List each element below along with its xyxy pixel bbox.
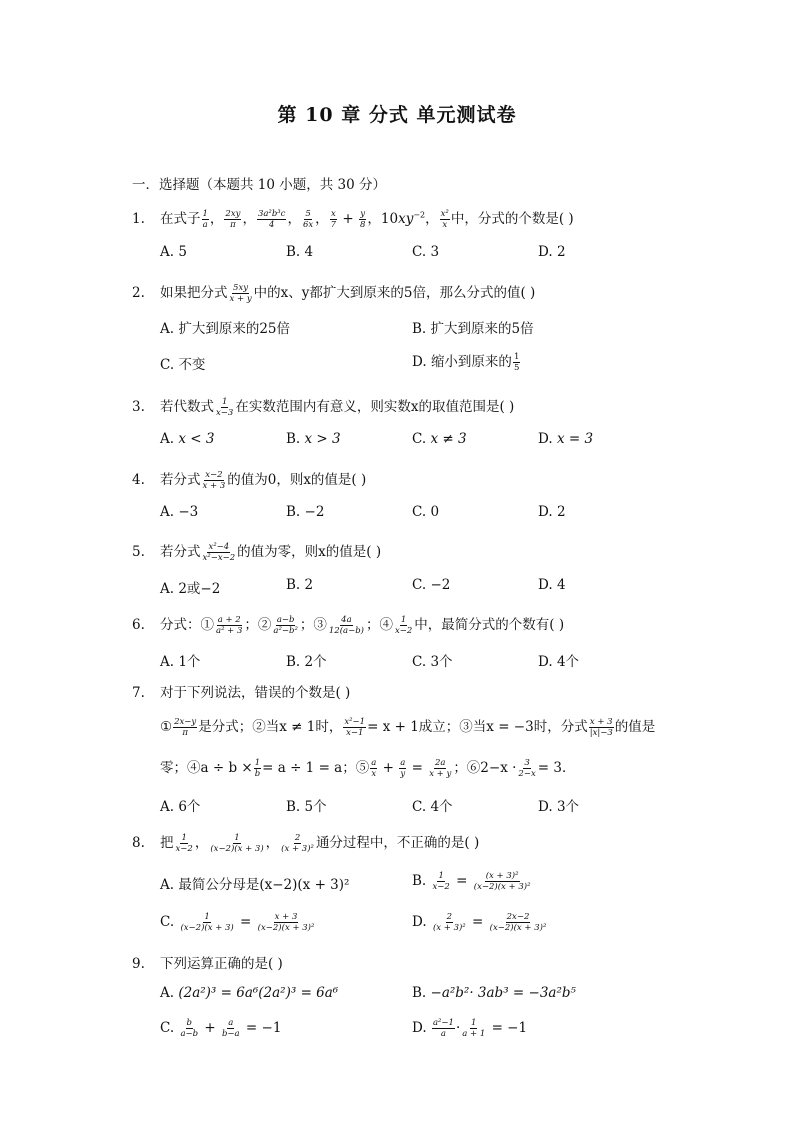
question-7: 7. 对于下列说法，错误的个数是( ) <box>132 685 351 701</box>
section-heading: 一．选择题（本题共 10 小题，共 30 分） <box>132 177 387 193</box>
question-5: 5. 若分式 $\frac{\text{x²−4}}{\text{x²−x−2}}$ 的值为零，则x的值是( ) <box>132 542 382 563</box>
q7-line-1: ① $\frac{2x-y}{\pi}$ 是分式；②当x ≠ 1时， $\frac{\text{x²−1}}{x-1}$ = x + 1成立；③当x = −3时，分式 $\frac{x + 3}{|x|-3}$ 的值是 <box>160 717 656 738</box>
q5-option-c[interactable]: C. −2 <box>412 577 451 593</box>
q6-option-d[interactable]: D. 4个 <box>538 654 580 670</box>
q7-option-b[interactable]: B. 5个 <box>286 799 327 815</box>
question-6: 6. 分式：① $\frac{a + 2}{\text{a² + 3}}$ ；② $\frac{a-b}{\text{a²−b²}}$ ；③ $\frac{4a}{12(a-b)}$ ；④ $\frac{1}{x-2}$ 中，最简分式的个数有( ) <box>132 615 565 636</box>
q7-option-c[interactable]: C. 4个 <box>412 799 453 815</box>
q2-option-d[interactable]: D. 缩小到原来的 $\frac{1}{5}$ <box>412 352 520 373</box>
q8-option-d[interactable]: D. $\frac{2}{\text{(x + 3)²}}$ = $\frac{2x-2}{\text{(x−2)(x + 3)²}}$ <box>412 912 547 933</box>
q8-option-c[interactable]: C. $\frac{1}{(x-2)(x + 3)}$ = $\frac{x + 3}{\text{(x−2)(x + 3)²}}$ <box>160 912 315 933</box>
q7-line-2: 零；④a ÷ b × $\frac{1}{b}$ = a ÷ 1 = a；⑤ $\frac{a}{x}$ + $\frac{a}{y}$ = $\frac{2a}{x + y}$ ；⑥2−x · $\frac{3}{2-x}$ = 3． <box>160 758 576 779</box>
page-title: 第 10 章 分式 单元测试卷 <box>277 104 517 126</box>
q4-option-a[interactable]: A. −3 <box>160 504 199 520</box>
question-1: 1. 在式子 $\frac{1}{a}$ ， $\frac{2xy}{\pi}$ ， $\frac{\text{3a²b³c}}{4}$ ， $\frac{5}{6x}$ ， $\frac{x}{7}$ + $\frac{y}{8}$ ，$10xy^{-2}$， $\frac{\text{x²}}{x}$ 中，分式的个数是( ) <box>132 209 574 230</box>
q3-option-a[interactable]: A. x < 3 <box>160 431 215 447</box>
q8-option-a[interactable]: A. 最简公分母是(x−2)(x + 3)² <box>160 877 350 893</box>
q6-option-a[interactable]: A. 1个 <box>160 654 201 670</box>
q1-option-c[interactable]: C. 3 <box>412 244 440 260</box>
q9-option-d[interactable]: D. $\frac{\text{a²−1}}{a}$ · $\frac{1}{a + 1}$ = −1 <box>412 1018 528 1039</box>
q8-option-b[interactable]: B. $\frac{1}{x-2}$ = $\frac{\text{(x + 3)²}}{\text{(x−2)(x + 3)²}}$ <box>412 871 531 892</box>
q5-option-a[interactable]: A. 2或−2 <box>160 581 221 597</box>
q4-option-c[interactable]: C. 0 <box>412 504 440 520</box>
question-3: 3. 若代数式 $\frac{1}{x-3}$ 在实数范围内有意义，则实数x的取值范围是( ) <box>132 397 515 418</box>
q4-option-d[interactable]: D. 2 <box>538 504 566 520</box>
q1-option-b[interactable]: B. 4 <box>286 244 314 260</box>
q9-option-a[interactable]: A. (2a²)³ = 6a⁶(2a²)³ = 6a⁶ <box>160 985 339 1001</box>
q7-option-d[interactable]: D. 3个 <box>538 799 580 815</box>
q3-option-b[interactable]: B. x > 3 <box>286 431 341 447</box>
question-4: 4. 若分式 $\frac{x-2}{x + 3}$ 的值为0，则x的值是( ) <box>132 470 367 491</box>
q4-option-b[interactable]: B. −2 <box>286 504 325 520</box>
question-8: 8. 把 $\frac{1}{x-2}$ ， $\frac{1}{(x-2)(x + 3)}$ ， $\frac{2}{\text{(x + 3)²}}$ 通分过程中，不正确的是( ) <box>132 833 480 854</box>
q1-option-a[interactable]: A. 5 <box>160 244 187 260</box>
question-9: 9. 下列运算正确的是( ) <box>132 956 283 972</box>
q2-option-b[interactable]: B. 扩大到原来的5倍 <box>412 321 534 337</box>
q9-option-c[interactable]: C. $\frac{b}{a-b}$ + $\frac{a}{b-a}$ = −1 <box>160 1018 282 1039</box>
q9-option-b[interactable]: B. −a²b²· 3ab³ = −3a²b⁵ <box>412 985 576 1001</box>
q2-option-a[interactable]: A. 扩大到原来的25倍 <box>160 321 291 337</box>
q1-option-d[interactable]: D. 2 <box>538 244 566 260</box>
q5-option-b[interactable]: B. 2 <box>286 577 314 593</box>
question-2: 2. 如果把分式 $\frac{5xy}{x + y}$ 中的x、y都扩大到原来的5倍，那么分式的值( ) <box>132 283 536 304</box>
q6-option-c[interactable]: C. 3个 <box>412 654 453 670</box>
q7-option-a[interactable]: A. 6个 <box>160 799 201 815</box>
q6-option-b[interactable]: B. 2个 <box>286 654 327 670</box>
q3-option-d[interactable]: D. x = 3 <box>538 431 594 447</box>
q3-option-c[interactable]: C. x ≠ 3 <box>412 431 467 447</box>
q5-option-d[interactable]: D. 4 <box>538 577 566 593</box>
q2-option-c[interactable]: C. 不变 <box>160 357 206 373</box>
